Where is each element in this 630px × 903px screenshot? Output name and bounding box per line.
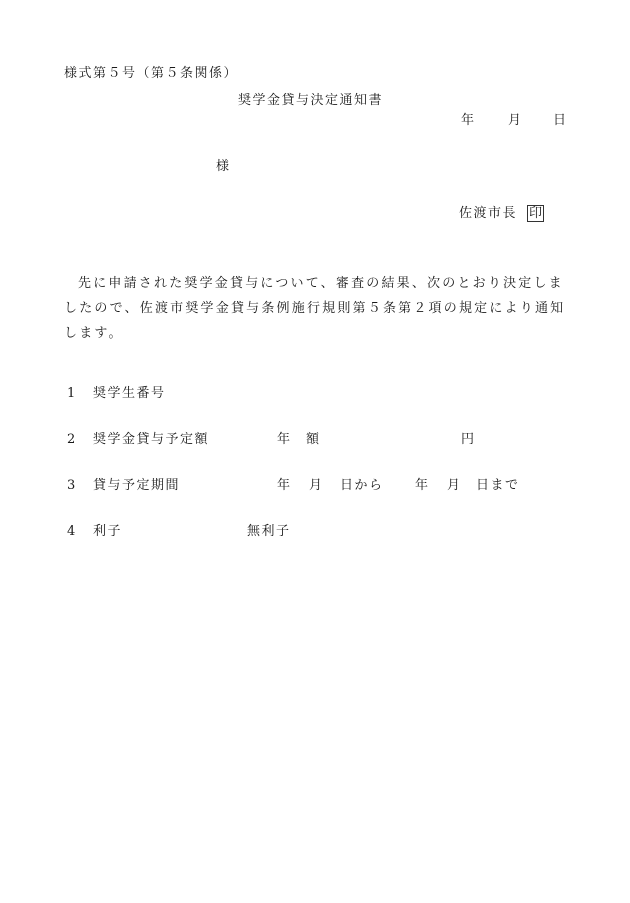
seal-mark: 印: [529, 206, 543, 221]
document-title: 奨学金貸与決定通知書: [238, 93, 384, 108]
addressee-suffix: 様: [216, 159, 231, 174]
yen-unit: 円: [461, 432, 476, 447]
annual-amount-label: 年 額: [277, 432, 321, 447]
period-end-month: 月: [447, 478, 462, 493]
period-start-year: 年: [277, 478, 292, 493]
item-number: 2: [67, 432, 77, 447]
period-start-month: 月: [309, 478, 324, 493]
item-number: 1: [67, 386, 77, 401]
item-label-loan-amount: 奨学金貸与予定額: [93, 432, 210, 447]
item-number: 3: [67, 478, 77, 493]
issuer-block: [459, 205, 544, 222]
period-start-day: 日から: [340, 478, 384, 493]
issuer-name: 佐渡市長: [459, 206, 518, 221]
interest-value: 無利子: [247, 524, 291, 539]
body-paragraph: [64, 271, 576, 346]
body-text: 先に申請された奨学金貸与について、審査の結果、次のとおり決定しましたので、佐渡市奨学金貸与条例施行規則第５条第２項の規定により通知します。: [64, 276, 566, 341]
period-end-day: 日まで: [476, 478, 520, 493]
form-number: 様式第５号（第５条関係）: [64, 66, 239, 81]
item-number: 4: [67, 524, 77, 539]
date-day: 日: [553, 113, 568, 128]
period-end-year: 年: [415, 478, 430, 493]
date-month: 月: [508, 113, 523, 128]
item-label-student-number: 奨学生番号: [93, 386, 166, 401]
item-label-interest: 利子: [93, 524, 123, 539]
item-label-loan-period: 貸与予定期間: [93, 478, 181, 493]
date-year: 年: [461, 113, 476, 128]
